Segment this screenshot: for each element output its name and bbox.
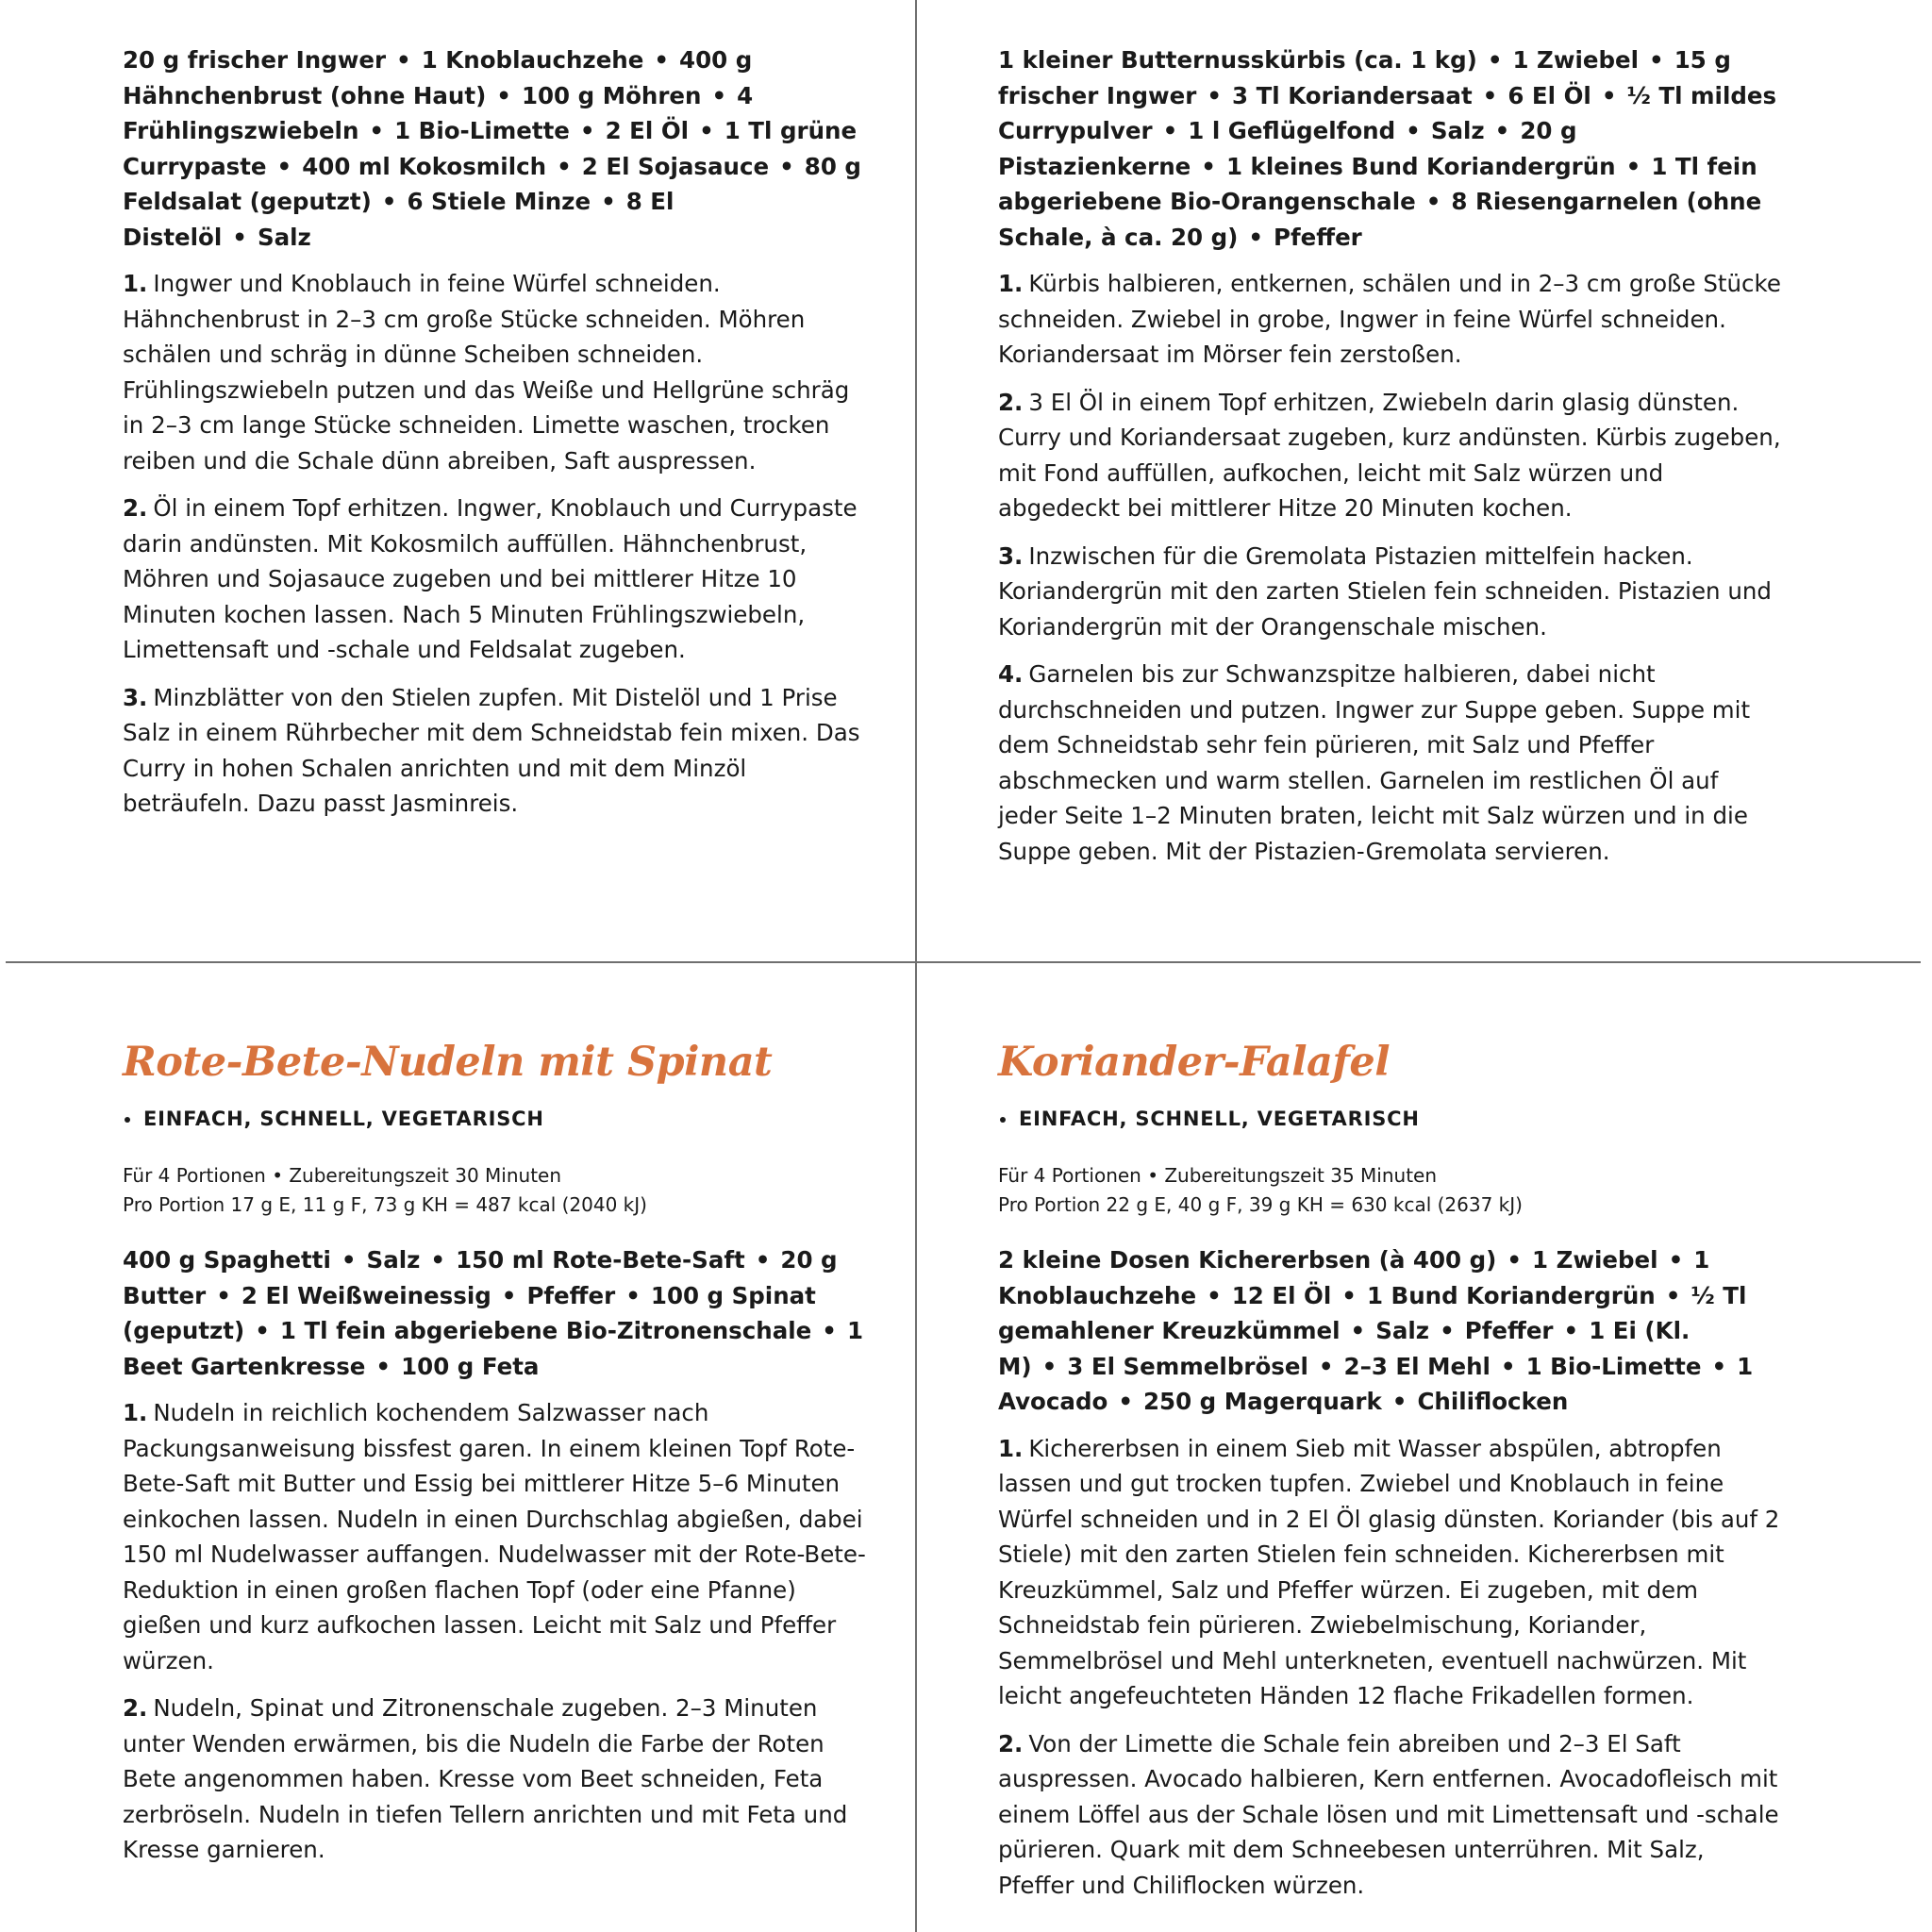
ingredient-separator-icon: •	[1494, 117, 1510, 144]
ingredient-separator-icon: •	[1207, 1281, 1222, 1309]
instruction-step	[123, 491, 868, 668]
ingredient-separator-icon: •	[1440, 1317, 1455, 1344]
recipe-tags	[998, 1105, 1783, 1133]
ingredient-item: 1 Tl grüne Currypaste	[123, 117, 858, 180]
recipe-meta	[998, 1161, 1783, 1220]
ingredient-item: 2 El Öl	[605, 117, 690, 144]
ingredient-item: 4 Frühlingszwiebeln	[123, 81, 754, 144]
step-number: 2.	[998, 1729, 1024, 1757]
ingredient-separator-icon: •	[711, 81, 727, 109]
recipe-card-bottom-right	[998, 1033, 1783, 1915]
ingredient-separator-icon: •	[779, 152, 794, 180]
step-text: Kürbis halbieren, entkernen, schälen und in 2–3 cm große Stücke schneiden. Zwiebel in grobe, Ingwer in feine Würfel schneiden. Koriandersaat im Mörser fein zerstoßen.	[998, 270, 1781, 368]
ingredient-separator-icon: •	[1649, 46, 1664, 74]
ingredient-item: ½ Tl gemahlener Kreuzkümmel	[998, 1281, 1747, 1344]
instruction-step	[123, 1395, 868, 1678]
recipe-meta	[123, 1161, 868, 1220]
ingredient-separator-icon: •	[755, 1246, 771, 1274]
ingredient-item: 1 Bio-Limette	[1525, 1352, 1702, 1380]
horizontal-divider-line	[6, 961, 1921, 963]
instruction-step	[998, 266, 1783, 373]
ingredient-item: Pfeffer	[1273, 223, 1362, 251]
ingredient-separator-icon: •	[1041, 1352, 1058, 1380]
ingredient-separator-icon: •	[557, 152, 572, 180]
ingredient-item: 1 Knoblauchzehe	[421, 46, 644, 74]
step-number: 1.	[998, 1434, 1024, 1462]
ingredient-item: 2 El Sojasauce	[581, 152, 770, 180]
ingredient-item: 400 ml Kokosmilch	[302, 152, 547, 180]
step-text: Inzwischen für die Gremolata Pistazien mittelfein hacken. Koriandergrün mit den zarten Stielen fein schneiden. Pistazien und Koriandergrün mit der Orangenschale mischen.	[998, 541, 1772, 641]
ingredient-item: Pfeffer	[526, 1281, 616, 1309]
recipe-card-top-left	[123, 42, 868, 834]
ingredients-list	[123, 42, 868, 255]
instruction-step	[998, 539, 1783, 645]
ingredient-item: Salz	[1375, 1317, 1430, 1344]
ingredient-item: 1 Bio-Limette	[394, 117, 570, 144]
ingredient-item: 150 ml Rote-Bete-Saft	[456, 1246, 745, 1274]
step-number: 3.	[123, 683, 148, 711]
ingredient-item: Salz	[366, 1246, 421, 1274]
ingredient-separator-icon: •	[1248, 223, 1263, 251]
ingredient-item: 12 El Öl	[1231, 1281, 1332, 1309]
recipe-tags	[123, 1105, 868, 1133]
ingredient-separator-icon: •	[276, 152, 292, 180]
ingredient-separator-icon: •	[496, 81, 511, 109]
ingredient-item: ½ Tl mildes Currypulver	[998, 81, 1777, 144]
ingredient-item: 100 g Spinat (geputzt)	[123, 1281, 816, 1344]
instruction-step	[123, 1690, 868, 1868]
ingredient-item: 1 Zwiebel	[1512, 46, 1640, 74]
nutrition-line: Pro Portion 22 g E, 40 g F, 39 g KH = 630 kcal (2637 kJ)	[998, 1193, 1523, 1216]
ingredient-item: 2–3 El Mehl	[1343, 1352, 1491, 1380]
recipe-title: Koriander-Falafel	[998, 1039, 1391, 1086]
ingredient-separator-icon: •	[654, 46, 670, 74]
ingredient-separator-icon: •	[1482, 81, 1498, 109]
step-number: 2.	[123, 494, 148, 522]
ingredient-item: 20 g Pistazienkerne	[998, 117, 1577, 180]
step-text: Nudeln, Spinat und Zitronenschale zugeben. 2–3 Minuten unter Wenden erwärmen, bis die Nudeln die Farbe der Roten Bete angenommen haben. Kresse vom Beet schneiden, Feta zerbröseln. Nudeln in tiefen Tellern anrichten und mit Feta und Kresse garnieren.	[123, 1694, 848, 1863]
vertical-divider-line	[915, 0, 917, 1932]
ingredient-item: 80 g Feldsalat (geputzt)	[123, 152, 861, 215]
step-number: 3.	[998, 541, 1024, 570]
ingredient-item: Pfeffer	[1464, 1317, 1554, 1344]
ingredient-separator-icon: •	[1350, 1317, 1366, 1344]
ingredient-item: 1 Zwiebel	[1532, 1246, 1658, 1274]
nutrition-line: Pro Portion 17 g E, 11 g F, 73 g KH = 487 kcal (2040 kJ)	[123, 1193, 647, 1216]
ingredient-item: 100 g Möhren	[521, 81, 702, 109]
instruction-step	[998, 385, 1783, 526]
ingredient-item: Salz	[1430, 117, 1485, 144]
ingredient-item: 3 Tl Koriandersaat	[1232, 81, 1473, 109]
step-text: 3 El Öl in einem Topf erhitzen, Zwiebeln darin glasig dünsten. Curry und Koriandersaat zugeben, kurz andünsten. Kürbis zugeben, mit Fond auffüllen, aufkochen, leicht mit Salz würzen und abgedeckt bei mittlerer Hitze 20 Minuten kochen.	[998, 388, 1781, 522]
ingredient-item: 20 g Butter	[123, 1246, 838, 1309]
ingredient-separator-icon: •	[1318, 1352, 1334, 1380]
ingredient-item: 400 g Hähnchenbrust (ohne Haut)	[123, 46, 753, 109]
instruction-step	[123, 680, 868, 822]
ingredient-separator-icon: •	[1665, 1281, 1681, 1309]
ingredient-item: 8 Riesengarnelen (ohne Schale, à ca. 20 g)	[998, 188, 1762, 251]
ingredient-separator-icon: •	[579, 117, 595, 144]
ingredient-separator-icon: •	[1507, 1246, 1523, 1274]
ingredient-separator-icon: •	[1201, 152, 1216, 180]
ingredient-separator-icon: •	[1341, 1281, 1357, 1309]
recipe-title: Rote-Bete-Nudeln mit Spinat	[123, 1039, 773, 1086]
ingredient-item: 400 g Spaghetti	[123, 1246, 331, 1274]
ingredient-item: 1 l Geflügelfond	[1188, 117, 1396, 144]
ingredient-separator-icon: •	[625, 1281, 641, 1309]
ingredient-separator-icon: •	[1625, 152, 1641, 180]
ingredient-separator-icon: •	[255, 1317, 270, 1344]
tag-bullet-icon	[125, 1117, 130, 1123]
ingredients-list	[123, 1242, 868, 1384]
ingredient-item: 2 El Weißweinessig	[241, 1281, 491, 1309]
instruction-step	[998, 657, 1783, 869]
ingredient-separator-icon: •	[1391, 1388, 1407, 1415]
ingredient-separator-icon: •	[1711, 1352, 1727, 1380]
step-text: Nudeln in reichlich kochendem Salzwasser nach Packungsanweisung bissfest garen. In einem kleinen Topf Rote-Bete-Saft mit Butter und Essig bei mittlerer Hitze 5–6 Minuten einkochen lassen. Nudeln in einen Durchschlag abgießen, dabei 150 ml Nudelwasser auffangen. Nudelwasser mit der Rote-Bete-Reduktion in einen großen flachen Topf (oder eine Pfanne) gießen und kurz aufkochen lassen. Leicht mit Salz und Pfeffer würzen.	[123, 1399, 866, 1674]
step-text: Öl in einem Topf erhitzen. Ingwer, Knoblauch und Currypaste darin andünsten. Mit Kokosmilch auffüllen. Hähnchenbrust, Möhren und Sojasauce zugeben und bei mittlerer Hitze 10 Minuten kochen lassen. Nach 5 Minuten Frühlingszwiebeln, Limettensaft und -schale und Feldsalat zugeben.	[123, 494, 858, 663]
step-number: 2.	[123, 1694, 148, 1722]
instruction-step	[998, 1431, 1783, 1714]
ingredient-separator-icon: •	[430, 1246, 446, 1274]
ingredient-item: 1 kleines Bund Koriandergrün	[1225, 152, 1616, 180]
step-text: Von der Limette die Schale fein abreiben und 2–3 El Saft auspressen. Avocado halbieren, Kern entfernen. Avocadofleisch mit einem Löffel aus der Schale lösen und mit Limettensaft und -schale pürieren. Quark mit dem Schneebesen unterrühren. Mit Salz, Pfeffer und Chiliflocken würzen.	[998, 1729, 1779, 1899]
ingredient-separator-icon: •	[216, 1281, 231, 1309]
ingredient-separator-icon: •	[1601, 81, 1617, 109]
ingredient-separator-icon: •	[1487, 46, 1503, 74]
ingredient-item: 1 Tl fein abgeriebene Bio-Zitronenschale	[279, 1317, 812, 1344]
ingredients-list	[998, 42, 1783, 255]
ingredient-item: Salz	[257, 223, 311, 251]
ingredient-item: 8 El Distelöl	[123, 188, 675, 251]
recipe-tags-text: EINFACH, SCHNELL, VEGETARISCH	[143, 1108, 544, 1130]
step-text: Kichererbsen in einem Sieb mit Wasser abspülen, abtropfen lassen und gut trocken tupfen. Zwiebel und Knoblauch in feine Würfel schneiden und in 2 El Öl glasig dünsten. Koriander (bis auf 2 Stiele) mit den zarten Stielen fein schneiden. Kichererbsen mit Kreuzkümmel, Salz und Pfeffer würzen. Ei zugeben, mit dem Schneidstab fein pürieren. Zwiebelmischung, Koriander, Semmelbrösel und Mehl unterkneten, eventuell nachwürzen. Mit leicht angefeuchteten Händen 12 flache Frikadellen formen.	[998, 1434, 1780, 1709]
ingredient-item: 100 g Feta	[401, 1352, 540, 1380]
ingredients-list	[998, 1242, 1783, 1420]
ingredient-item: 1 Tl fein abgeriebene Bio-Orangenschale	[998, 152, 1757, 215]
step-text: Ingwer und Knoblauch in feine Würfel schneiden. Hähnchenbrust in 2–3 cm große Stücke schneiden. Möhren schälen und schräg in dünne Scheiben schneiden. Frühlingszwiebeln putzen und das Weiße und Hellgrüne schräg in 2–3 cm lange Stücke schneiden. Limette waschen, trocken reiben und die Schale dünn abreiben, Saft auspressen.	[123, 270, 850, 475]
ingredient-item: 20 g frischer Ingwer	[123, 46, 387, 74]
ingredient-separator-icon: •	[1500, 1352, 1516, 1380]
ingredient-separator-icon: •	[1406, 117, 1421, 144]
ingredient-separator-icon: •	[1118, 1388, 1133, 1415]
step-text: Garnelen bis zur Schwanzspitze halbieren, dabei nicht durchschneiden und putzen. Ingwer zur Suppe geben. Suppe mit dem Schneidstab sehr fein pürieren, mit Salz und Pfeffer abschmecken und warm stellen. Garnelen im restlichen Öl auf jeder Seite 1–2 Minuten braten, leicht mit Salz würzen und in die Suppe geben. Mit der Pistazien-Gremolata servieren.	[998, 660, 1751, 865]
ingredient-item: 1 Beet Gartenkresse	[123, 1317, 864, 1380]
ingredient-item: 1 Avocado	[998, 1352, 1754, 1415]
step-text: Minzblätter von den Stielen zupfen. Mit Distelöl und 1 Prise Salz in einem Rührbecher mit dem Schneidstab fein mixen. Das Curry in hohen Schalen anrichten und mit dem Minzöl beträufeln. Dazu passt Jasminreis.	[123, 683, 860, 817]
ingredient-item: 250 g Magerquark	[1143, 1388, 1382, 1415]
ingredient-separator-icon: •	[232, 223, 247, 251]
ingredient-separator-icon: •	[341, 1246, 357, 1274]
ingredient-item: 1 Bund Koriandergrün	[1366, 1281, 1656, 1309]
ingredient-item: 1 kleiner Butternusskürbis (ca. 1 kg)	[998, 46, 1477, 74]
ingredient-separator-icon: •	[1425, 188, 1441, 215]
ingredient-separator-icon: •	[1162, 117, 1178, 144]
recipe-tags-text: EINFACH, SCHNELL, VEGETARISCH	[1019, 1108, 1420, 1130]
ingredient-item: 1 Ei (Kl. M)	[998, 1317, 1690, 1380]
ingredient-separator-icon: •	[1563, 1317, 1579, 1344]
ingredient-item: 15 g frischer Ingwer	[998, 46, 1731, 109]
ingredient-item: 3 El Semmelbrösel	[1067, 1352, 1308, 1380]
ingredient-separator-icon: •	[501, 1281, 517, 1309]
ingredient-separator-icon: •	[369, 117, 385, 144]
ingredient-item: 1 Knoblauchzehe	[998, 1246, 1710, 1309]
instruction-step	[998, 1726, 1783, 1904]
ingredient-item: Chiliflocken	[1417, 1388, 1569, 1415]
ingredient-separator-icon: •	[601, 188, 616, 215]
step-number: 2.	[998, 388, 1024, 416]
servings-time-line: Für 4 Portionen • Zubereitungszeit 30 Minuten	[123, 1164, 562, 1187]
ingredient-separator-icon: •	[1207, 81, 1223, 109]
ingredient-separator-icon: •	[699, 117, 714, 144]
ingredient-separator-icon: •	[1668, 1246, 1684, 1274]
ingredient-separator-icon: •	[396, 46, 411, 74]
instruction-step	[123, 266, 868, 478]
step-number: 1.	[998, 270, 1024, 297]
ingredient-item: 6 El Öl	[1507, 81, 1591, 109]
ingredient-separator-icon: •	[375, 1352, 391, 1380]
ingredient-item: 6 Stiele Minze	[407, 188, 591, 215]
recipe-card-bottom-left	[123, 1033, 868, 1880]
step-number: 1.	[123, 270, 148, 297]
ingredient-separator-icon: •	[822, 1317, 837, 1344]
step-number: 1.	[123, 1399, 148, 1426]
servings-time-line: Für 4 Portionen • Zubereitungszeit 35 Minuten	[998, 1164, 1438, 1187]
tag-bullet-icon	[1000, 1117, 1006, 1123]
ingredient-separator-icon: •	[381, 188, 397, 215]
step-number: 4.	[998, 660, 1024, 688]
ingredient-item: 2 kleine Dosen Kichererbsen (à 400 g)	[998, 1246, 1497, 1274]
recipe-card-top-right	[998, 42, 1783, 881]
